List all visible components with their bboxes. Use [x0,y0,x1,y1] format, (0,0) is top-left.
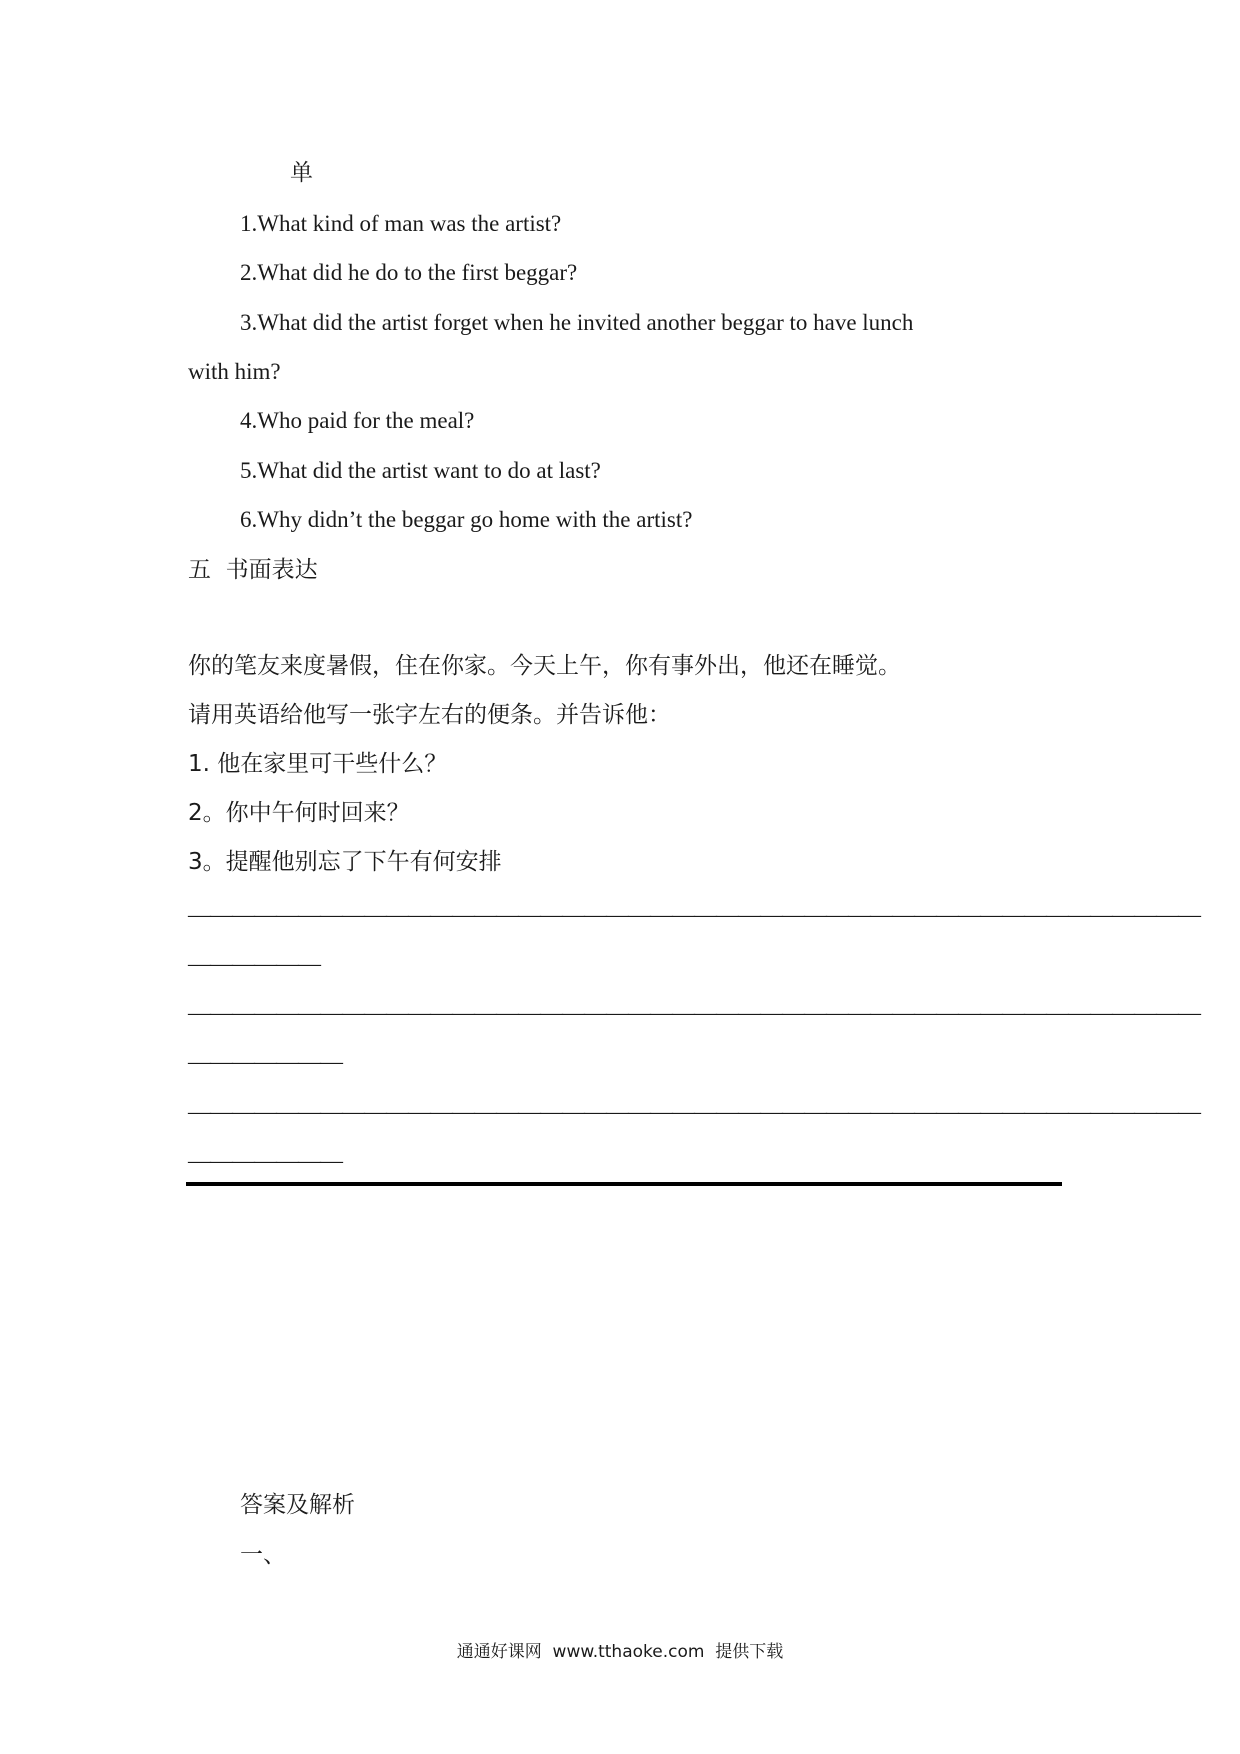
question-2: 2.What did he do to the first beggar? [240,260,578,285]
writing-prompt-line-1: 你的笔友来度暑假，住在你家。今天上午，你有事外出，他还在睡觉。 [188,653,901,679]
answer-line-3: —————————————————————————————————————————————— [188,1099,1200,1124]
page-footer: 通通好课网 www.tthaoke.com 提供下载 [456,1642,784,1662]
question-5: 5.What did the artist want to do at last? [240,458,601,483]
answer-line-1: —————————————————————————————————————————————— [188,902,1200,927]
question-1: 1.What kind of man was the artist? [240,211,562,236]
answer-line-2: —————————————————————————————————————————————— [188,1000,1200,1025]
answer-line-2-tail: ——————— [188,1049,342,1074]
section-divider [186,1182,1062,1186]
writing-item-3: 3。提醒他别忘了下午有何安排 [188,849,502,875]
question-3: 3.What did the artist forget when he invited another beggar to have lunch [240,310,914,335]
question-3-continued: with him? [188,359,281,384]
question-4: 4.Who paid for the meal? [240,408,475,433]
answers-heading: 答案及解析 [240,1492,355,1518]
writing-item-2: 2。你中午何时回来？ [188,800,410,826]
writing-prompt-line-2: 请用英语给他写一张字左右的便条。并告诉他： [188,702,671,728]
section-5-heading: 五 书面表达 [188,557,318,583]
answer-line-3-tail: ——————— [188,1148,342,1173]
question-6: 6.Why didn’t the beggar go home with the artist? [240,507,693,532]
section-heading-fragment: 单 [290,160,313,186]
writing-item-1: 1. 他在家里可干些什么？ [188,751,448,777]
answers-part-one: 一、 [240,1542,286,1568]
answer-line-1-tail: —————— [188,951,320,976]
